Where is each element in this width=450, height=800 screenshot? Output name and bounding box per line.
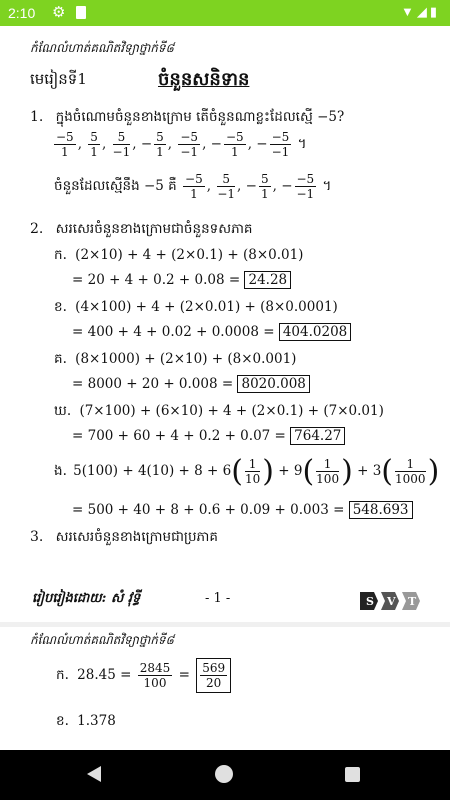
result-box: 8020.008 (237, 375, 309, 393)
svg-text:S: S (366, 595, 374, 608)
author-credit: រៀបរៀងដោយ: សំ វុទ្ធី (32, 591, 141, 606)
svg-text:T: T (408, 595, 417, 608)
fraction: $\frac{5}{-1}$ (112, 130, 131, 159)
fraction: $\frac{-5}{-1}$ (296, 172, 315, 201)
back-icon[interactable] (87, 766, 101, 782)
question-2: 2. សរសេរចំនួនខាងក្រោមជាចំនួនទសភាគ (30, 221, 253, 237)
q2-part-d-step: = 700 + 60 + 4 + 0.2 + 0.07 = 764.27 (72, 428, 345, 444)
question-3: 3. សរសេរចំនួនខាងក្រោមជាប្រភាគ (30, 529, 218, 545)
fraction: $\frac{5}{1}$ (90, 130, 98, 159)
wifi-icon: ▼ (400, 4, 417, 19)
svg-text:V: V (387, 595, 396, 608)
q2-part-d: ឃ. (7×100) + (6×10) + 4 + (2×0.1) + (7×0.01) (54, 403, 384, 419)
recent-apps-icon[interactable] (345, 767, 360, 782)
fraction: $\frac{5}{1}$ (156, 130, 164, 159)
page-header: កំណែលំហាត់គណិតវិទ្យាថ្នាក់ទី៨ (30, 633, 175, 647)
q2-part-c: គ. (8×1000) + (2×10) + (8×0.001) (54, 351, 297, 367)
question-1-answer: ចំនួនដែលស្មើនឹង −5 គឺ $\frac{-5}{1}$ , $\frac{5}{-1}$ , − $\frac{5}{1}$ , − $\frac{-5}{-1}$ ។ (54, 172, 332, 201)
q2-part-a-step: = 20 + 4 + 0.2 + 0.08 = 24.28 (72, 272, 291, 288)
battery-icon: ▮ (429, 4, 440, 19)
p2-part-a: ក. 28.45 = $\frac{2845}{100}$ = $\frac{569}{20}$ (56, 658, 233, 693)
fraction: $\frac{5}{-1}$ (217, 172, 236, 201)
fraction: $\frac{-5}{1}$ (225, 130, 244, 159)
fraction: $\frac{-5}{1}$ (56, 130, 74, 159)
p2-part-b: ខ. 1.378 (56, 713, 116, 729)
status-icons (401, 4, 440, 20)
result-box: 24.28 (244, 271, 291, 289)
svt-logo (360, 592, 422, 610)
fraction: $\frac{-5}{-1}$ (180, 130, 199, 159)
fraction: $\frac{-5}{-1}$ (271, 130, 290, 159)
question-1: 1. ក្នុងចំណោមចំនួនខាងក្រោម តើចំនួនណាខ្លះដែលស្មើ −5? (30, 109, 345, 125)
result-box: 764.27 (290, 427, 345, 445)
q2-part-e: ង. 5(100) + 4(10) + 8 + 6( $\frac{1}{10}$ ) + 9( $\frac{1}{100}$ ) + 3( $\frac{1}{1000}$ ) (54, 454, 440, 489)
q2-part-c-step: = 8000 + 20 + 0.008 = 8020.008 (72, 376, 310, 392)
lesson-title: ចំនួនសនិទាន (158, 69, 250, 90)
fraction: $\frac{5}{1}$ (260, 172, 269, 201)
gear-icon: ⚙ (52, 4, 66, 21)
sd-card-icon (76, 6, 86, 19)
status-bar (0, 0, 450, 26)
q2-part-a: ក. (2×10) + 4 + (2×0.1) + (8×0.01) (54, 247, 304, 263)
document-page-1 (0, 26, 450, 621)
q2-part-e-step: = 500 + 40 + 8 + 0.6 + 0.09 + 0.003 = 548.693 (72, 502, 413, 518)
fraction: $\frac{-5}{1}$ (185, 172, 203, 201)
page-divider (0, 622, 450, 627)
page-header: កំណែលំហាត់គណិតវិទ្យាថ្នាក់ទី៨ (30, 41, 175, 55)
navigation-bar (0, 750, 450, 800)
page-number: - 1 - (205, 591, 231, 606)
status-time: 2:10 (8, 5, 36, 21)
result-box: 404.0208 (279, 323, 351, 341)
home-icon[interactable] (215, 765, 233, 783)
question-1-options: $\frac{-5}{1}$ , $\frac{5}{1}$ , $\frac{5}{-1}$ , − $\frac{5}{1}$ , $\frac{-5}{-1}$ , − $\frac{-5}{1}$ , − $\frac{-5}{-1}$ ។ (56, 130, 307, 159)
q2-part-b: ខ. (4×100) + 4 + (2×0.01) + (8×0.0001) (54, 299, 338, 315)
signal-icon: ◢ (416, 4, 430, 19)
q2-part-b-step: = 400 + 4 + 0.02 + 0.0008 = 404.0208 (72, 324, 351, 340)
result-box: 548.693 (349, 501, 413, 519)
document-page-2 (0, 628, 450, 750)
lesson-label: មេរៀនទី1 (30, 70, 87, 88)
